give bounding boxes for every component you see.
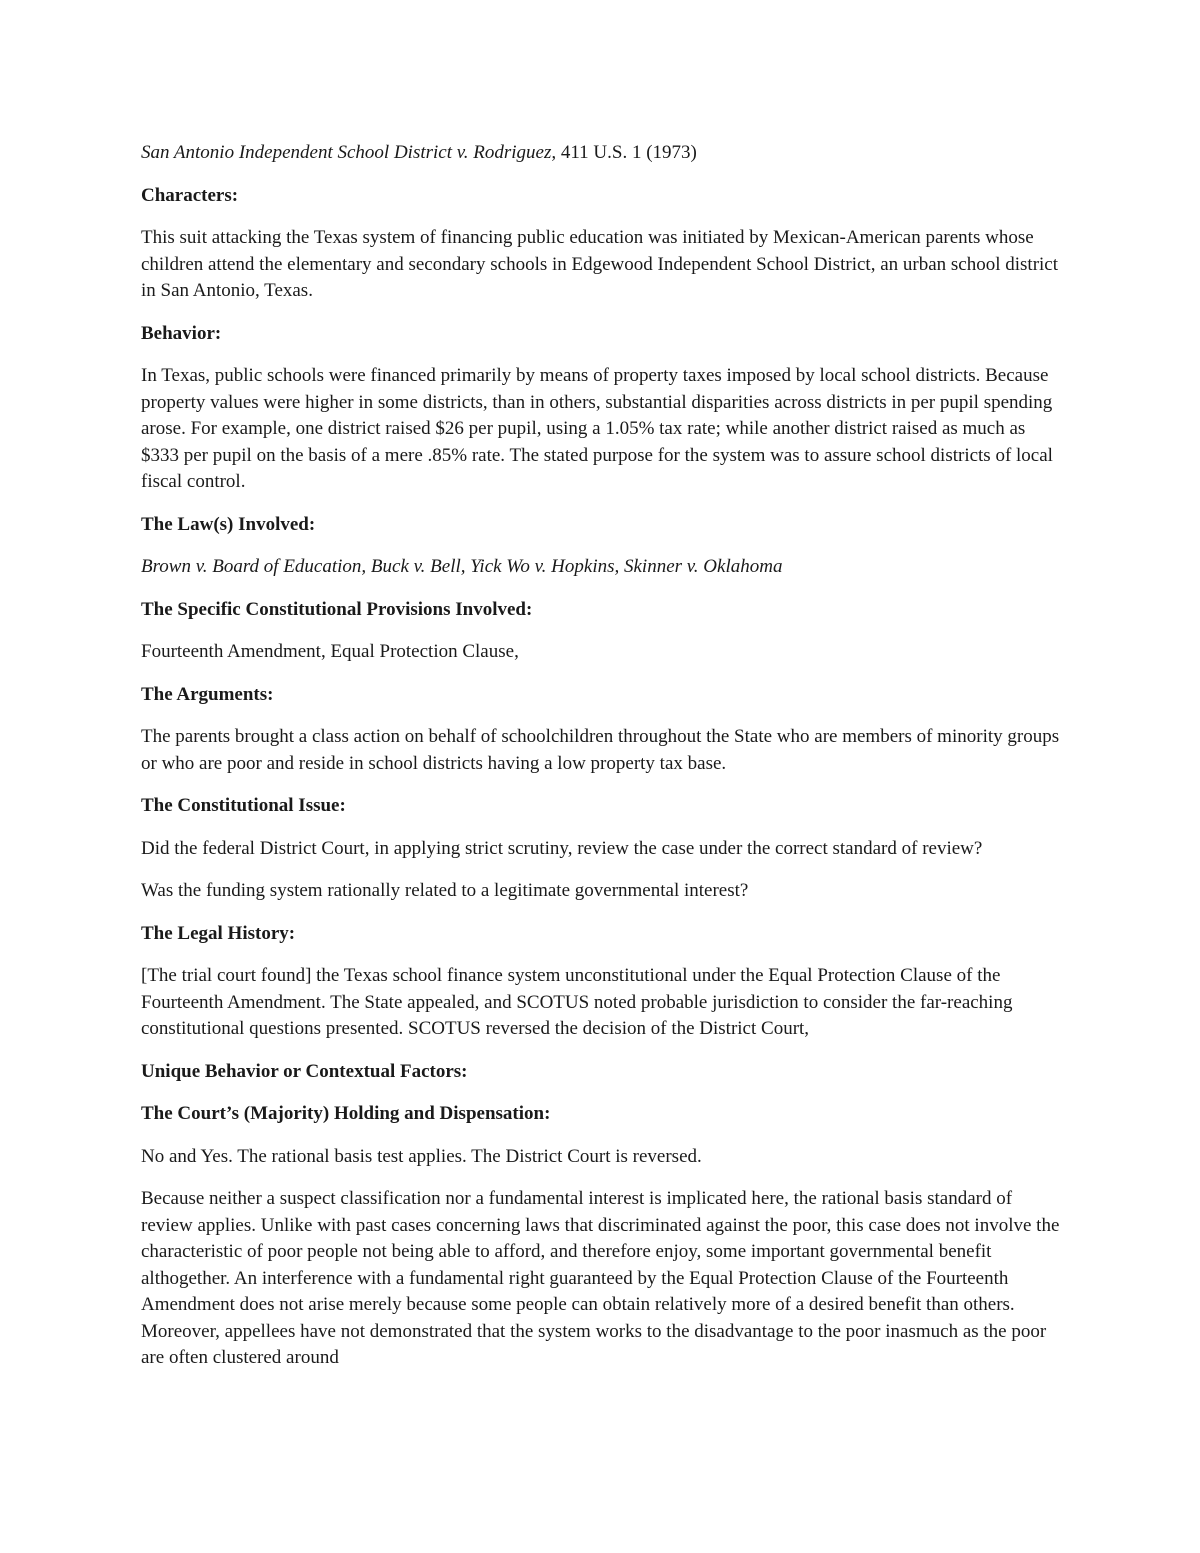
behavior-heading: Behavior: — [141, 322, 222, 344]
provisions-text: Fourteenth Amendment, Equal Protection Clause, — [141, 641, 519, 662]
unique-heading: Unique Behavior or Contextual Factors: — [141, 1060, 468, 1082]
characters-heading: Characters: — [141, 184, 239, 206]
law-heading: The Law(s) Involved: — [141, 513, 316, 535]
arguments-heading: The Arguments: — [141, 683, 274, 705]
holding-text-2: Because neither a suspect classification nor a fundamental interest is implicated here, the rational basis standard of review applies. Unlike with past cases concerning laws that discriminated against the poor, this case does not involve the characteristic of poor people not being able to afford, and therefore enjoy, some important governmental benefit althogether. An interference with a fundamental right guaranteed by the Equal Protection Clause of the Fourteenth Amendment does not arise merely because some people can obtain relatively more of a desired benefit than others. Moreover, appellees have not demonstrated that the system works to the disadvantage to the poor inasmuch as the poor are often clustered around — [141, 1188, 1060, 1368]
issue-text-1: Did the federal District Court, in applying strict scrutiny, review the case under the correct standard of review? — [141, 837, 983, 859]
case-title — [141, 140, 1066, 167]
behavior-text: In Texas, public schools were financed primarily by means of property taxes imposed by local school districts. Because property values were higher in some districts, than in others, substantial disparities across districts in per pupil spending arose. For example, one district raised $26 per pupil, using a 1.05% tax rate; while another district raised as much as $333 per pupil on the basis of a mere .85% rate. The stated purpose for the system was to assure school districts of local fiscal control. — [141, 365, 1053, 492]
document-page — [141, 140, 1066, 1388]
characters-text: This suit attacking the Texas system of financing public education was initiated by Mexican-American parents whose children attend the elementary and secondary schools in Edgewood Independent School District, an urban school district in San Antonio, Texas. — [141, 227, 1059, 301]
history-heading: The Legal History: — [141, 922, 296, 944]
holding-heading: The Court’s (Majority) Holding and Dispensation: — [141, 1103, 551, 1124]
case-citation: 411 U.S. 1 (1973) — [556, 142, 697, 163]
arguments-text: The parents brought a class action on behalf of schoolchildren throughout the State who are members of minority groups or who are poor and reside in school districts having a low property tax base. — [141, 726, 1060, 774]
history-text: [The trial court found] the Texas school finance system unconstitutional under the Equal Protection Clause of the Fourteenth Amendment. The State appealed, and SCOTUS noted probable jurisdiction to consider the far-reaching constitutional questions presented. SCOTUS reversed the decision of the District Court, — [141, 965, 1013, 1039]
law-text: Brown v. Board of Education, Buck v. Bell, Yick Wo v. Hopkins, Skinner v. Oklahoma — [141, 556, 783, 577]
provisions-heading: The Specific Constitutional Provisions Involved: — [141, 598, 533, 620]
issue-text-2: Was the funding system rationally related to a legitimate governmental interest? — [141, 880, 749, 901]
holding-text-1: No and Yes. The rational basis test applies. The District Court is reversed. — [141, 1145, 702, 1167]
issue-heading: The Constitutional Issue: — [141, 795, 346, 816]
case-name: San Antonio Independent School District v. Rodriguez, — [141, 142, 557, 163]
